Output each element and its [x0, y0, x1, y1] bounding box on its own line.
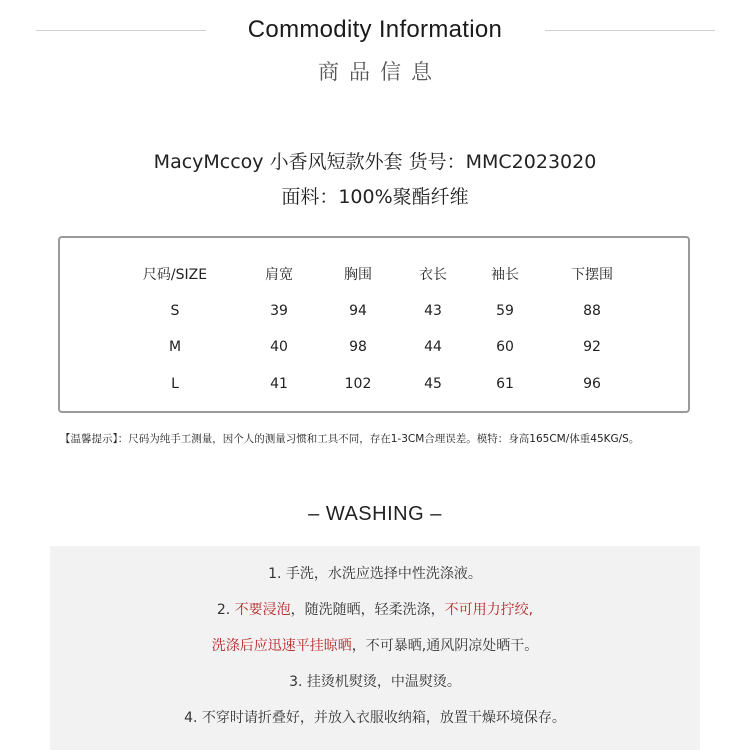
size-table: [60, 238, 688, 411]
size-cell-hem: 92: [583, 339, 601, 355]
size-cell-shoulder: 40: [270, 339, 288, 355]
section-title-chinese: 商品信息: [318, 60, 442, 84]
wash-warning-no-soak: 不要浸泡: [234, 602, 291, 618]
wash-instruction-2-prefix: 2.: [216, 602, 235, 618]
section-title-english: Commodity Information: [247, 16, 503, 43]
wash-warning-no-wring: 不可用力拧绞,: [444, 602, 534, 618]
washing-instructions: [50, 546, 700, 750]
size-cell-length: 43: [424, 303, 442, 319]
measurement-tip: 【温馨提示】：尺码为纯手工测量，因个人的测量习惯和工具不同，存在1-3CM合理误差。模特：身高165CM/体重45KG/S。: [60, 433, 640, 445]
size-cell-length: 44: [424, 339, 442, 355]
size-header-sleeve: 袖长: [491, 267, 519, 283]
size-header-shoulder: 肩宽: [265, 267, 293, 283]
wash-instruction-3: [50, 635, 700, 655]
size-cell-sleeve: 61: [496, 376, 514, 392]
size-cell-size: S: [170, 303, 180, 319]
size-cell-bust: 94: [349, 303, 367, 319]
wash-warning-hang-dry: 洗涤后应迅速平挂晾晒: [211, 638, 352, 654]
size-cell-bust: 98: [349, 339, 367, 355]
size-cell-sleeve: 59: [496, 303, 514, 319]
wash-instruction-2-middle: ，随洗随晒，轻柔洗涤，: [290, 602, 445, 618]
size-header-hem: 下摆围: [571, 267, 613, 283]
size-cell-size: L: [171, 376, 179, 392]
product-fabric: 面料：100%聚酯纤维: [281, 186, 469, 208]
size-chart: [58, 236, 690, 413]
size-cell-size: M: [168, 339, 182, 355]
size-cell-bust: 102: [344, 376, 372, 392]
product-name-and-code: MacyMccoy 小香风短款外套 货号：MMC2023020: [153, 151, 597, 173]
size-cell-sleeve: 60: [496, 339, 514, 355]
wash-instruction-5: 4. 不穿时请折叠好，并放入衣服收纳箱，放置干燥环境保存。: [184, 710, 566, 726]
wash-instruction-4: 3. 挂烫机熨烫，中温熨烫。: [289, 674, 461, 690]
wash-instruction-3-rest: ，不可暴晒,通风阴凉处晒干。: [351, 638, 539, 654]
size-cell-shoulder: 39: [270, 303, 288, 319]
size-header-size: 尺码/SIZE: [142, 267, 208, 283]
size-header-length: 衣长: [419, 267, 447, 283]
wash-instruction-2: [50, 599, 700, 619]
size-header-bust: 胸围: [344, 267, 372, 283]
size-cell-length: 45: [424, 376, 442, 392]
size-cell-hem: 88: [583, 303, 601, 319]
size-cell-shoulder: 41: [270, 376, 288, 392]
washing-title: – WASHING –: [308, 503, 442, 525]
wash-instruction-1: 1. 手洗，水洗应选择中性洗涤液。: [268, 566, 482, 582]
size-cell-hem: 96: [583, 376, 601, 392]
